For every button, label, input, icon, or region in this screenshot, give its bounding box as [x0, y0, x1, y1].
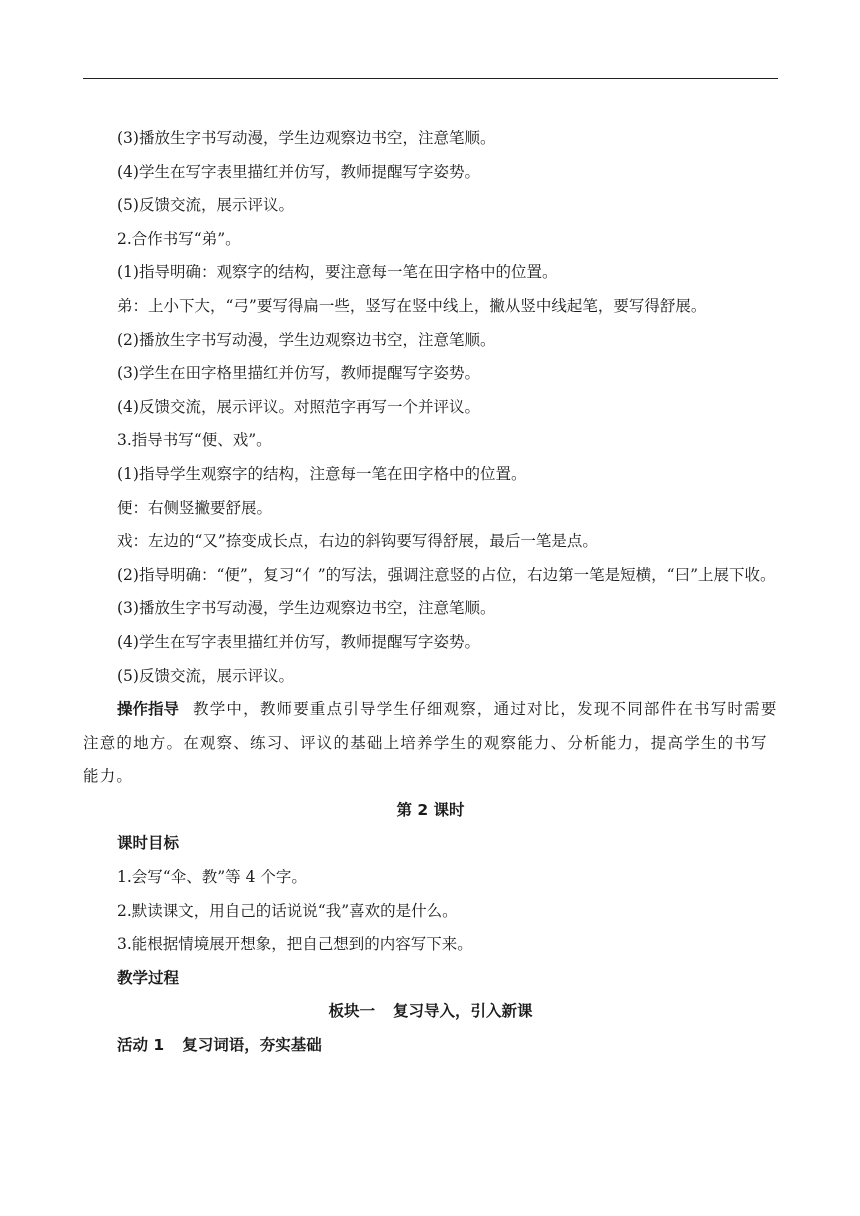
- paragraph: (1)指导明确：观察字的结构，要注意每一笔在田字格中的位置。: [117, 263, 558, 282]
- section-heading: 3.指导书写“便、戏”。: [117, 431, 272, 450]
- block-title: 复习导入，引入新课: [393, 1002, 533, 1021]
- activity-label: 活动 1: [117, 1036, 165, 1055]
- lesson-title: 第 2 课时: [396, 800, 465, 819]
- header-rule: [83, 78, 778, 79]
- process-heading: 教学过程: [117, 968, 180, 987]
- block-heading: [83, 995, 778, 1029]
- paragraph: 便：右侧竖撇要舒展。: [117, 498, 273, 517]
- guide-label: 操作指导: [117, 700, 180, 719]
- guide-text: 教学中，教师要重点引导学生仔细观察，通过对比，发现不同部件在书写时需要注意的地方。在观察、练习、评议的基础上培养学生的观察能力、分析能力，提高学生的书写能力。: [83, 700, 778, 786]
- paragraph: (5)反馈交流，展示评议。: [117, 666, 294, 685]
- paragraph: 弟：上小下大，“弓”要写得扁一些，竖写在竖中线上，撇从竖中线起笔，要写得舒展。: [117, 296, 707, 315]
- block-label: 板块一: [328, 1002, 375, 1021]
- paragraph: (3)学生在田字格里描红并仿写，教师提醒写字姿势。: [117, 364, 480, 383]
- paragraph: (4)反馈交流，展示评议。对照范字再写一个并评议。: [117, 397, 480, 416]
- document-body: [83, 122, 778, 1063]
- guide-paragraph: [83, 693, 778, 794]
- goal-item: 2.默读课文，用自己的话说说“我”喜欢的是什么。: [117, 901, 458, 920]
- activity-heading: [83, 1029, 778, 1063]
- activity-title: 复习词语，夯实基础: [182, 1036, 322, 1055]
- paragraph: (3)播放生字书写动漫，学生边观察边书空，注意笔顺。: [117, 599, 496, 618]
- paragraph: (4)学生在写字表里描红并仿写，教师提醒写字姿势。: [117, 162, 480, 181]
- goals-heading: 课时目标: [117, 834, 180, 853]
- paragraph: (1)指导学生观察字的结构，注意每一笔在田字格中的位置。: [117, 464, 527, 483]
- paragraph: (5)反馈交流，展示评议。: [117, 196, 294, 215]
- paragraph: (2)播放生字书写动漫，学生边观察边书空，注意笔顺。: [117, 330, 496, 349]
- paragraph: (4)学生在写字表里描红并仿写，教师提醒写字姿势。: [117, 632, 480, 651]
- section-heading: 2.合作书写“弟”。: [117, 229, 241, 248]
- paragraph: (3)播放生字书写动漫，学生边观察边书空，注意笔顺。: [117, 129, 496, 147]
- goal-item: 1.会写“伞、教”等 4 个字。: [117, 868, 307, 887]
- goal-item: 3.能根据情境展开想象，把自己想到的内容写下来。: [117, 935, 473, 954]
- paragraph: (2)指导明确：“便”，复习“亻”的写法，强调注意竖的占位，右边第一笔是短横，“曰”上展下收。: [117, 565, 776, 584]
- paragraph: 戏：左边的“又”捺变成长点，右边的斜钩要写得舒展，最后一笔是点。: [117, 532, 598, 551]
